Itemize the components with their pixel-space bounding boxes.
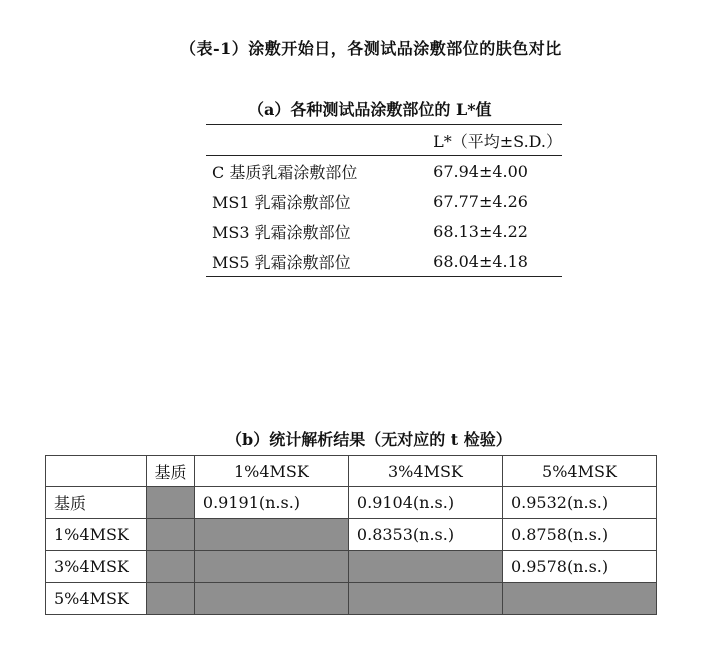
ttest-cell-shaded bbox=[147, 519, 195, 551]
lstar-table-header-row bbox=[206, 125, 562, 156]
ttest-row-label: 1%4MSK bbox=[46, 519, 147, 551]
lstar-header-blank bbox=[206, 125, 417, 156]
ttest-cell-shaded bbox=[502, 583, 656, 615]
ttest-col-header: 1%4MSK bbox=[194, 456, 348, 487]
table-row bbox=[46, 583, 657, 615]
table-b-title: （b）统计解析结果（无对应的 t 检验） bbox=[226, 430, 512, 449]
ttest-cell: 0.9532(n.s.) bbox=[502, 487, 656, 519]
ttest-cell: 0.9104(n.s.) bbox=[348, 487, 502, 519]
ttest-cell-shaded bbox=[147, 551, 195, 583]
table-row bbox=[206, 186, 562, 216]
ttest-cell-shaded bbox=[194, 583, 348, 615]
lstar-row-name: MS1 乳霜涂敷部位 bbox=[212, 192, 351, 212]
ttest-cell-shaded bbox=[348, 551, 502, 583]
table-a-title: （a）各种测试品涂敷部位的 L*值 bbox=[248, 100, 492, 119]
lstar-header-value: L*（平均±S.D.） bbox=[433, 131, 562, 151]
ttest-header-corner bbox=[46, 456, 147, 487]
ttest-col-header: 基质 bbox=[147, 456, 195, 487]
lstar-row-name: MS3 乳霜涂敷部位 bbox=[212, 222, 351, 242]
ttest-row-label: 5%4MSK bbox=[46, 583, 147, 615]
table-row bbox=[206, 216, 562, 246]
ttest-cell: 0.8758(n.s.) bbox=[502, 519, 656, 551]
lstar-row-value: 68.13±4.22 bbox=[433, 221, 528, 241]
lstar-row-name: MS5 乳霜涂敷部位 bbox=[212, 252, 351, 272]
lstar-row-value: 68.04±4.18 bbox=[433, 251, 528, 271]
lstar-row-value: 67.94±4.00 bbox=[433, 161, 528, 181]
lstar-table bbox=[206, 124, 562, 277]
table-row bbox=[46, 487, 657, 519]
page-title: （表-1）涂敷开始日，各测试品涂敷部位的肤色对比 bbox=[180, 39, 562, 58]
ttest-col-header: 3%4MSK bbox=[348, 456, 502, 487]
table-row bbox=[46, 519, 657, 551]
table-row bbox=[206, 246, 562, 277]
ttest-header-row bbox=[46, 456, 657, 487]
ttest-col-header: 5%4MSK bbox=[502, 456, 656, 487]
ttest-cell-shaded bbox=[147, 583, 195, 615]
ttest-row-label: 3%4MSK bbox=[46, 551, 147, 583]
ttest-cell-shaded bbox=[147, 487, 195, 519]
table-row bbox=[206, 156, 562, 187]
ttest-cell: 0.9191(n.s.) bbox=[194, 487, 348, 519]
lstar-row-name: C 基质乳霜涂敷部位 bbox=[212, 162, 358, 182]
ttest-cell: 0.9578(n.s.) bbox=[502, 551, 656, 583]
lstar-row-value: 67.77±4.26 bbox=[433, 191, 528, 211]
ttest-matrix-table bbox=[45, 455, 657, 615]
ttest-cell: 0.8353(n.s.) bbox=[348, 519, 502, 551]
table-row bbox=[46, 551, 657, 583]
ttest-cell-shaded bbox=[194, 519, 348, 551]
ttest-cell-shaded bbox=[348, 583, 502, 615]
ttest-cell-shaded bbox=[194, 551, 348, 583]
ttest-row-label: 基质 bbox=[46, 487, 147, 519]
